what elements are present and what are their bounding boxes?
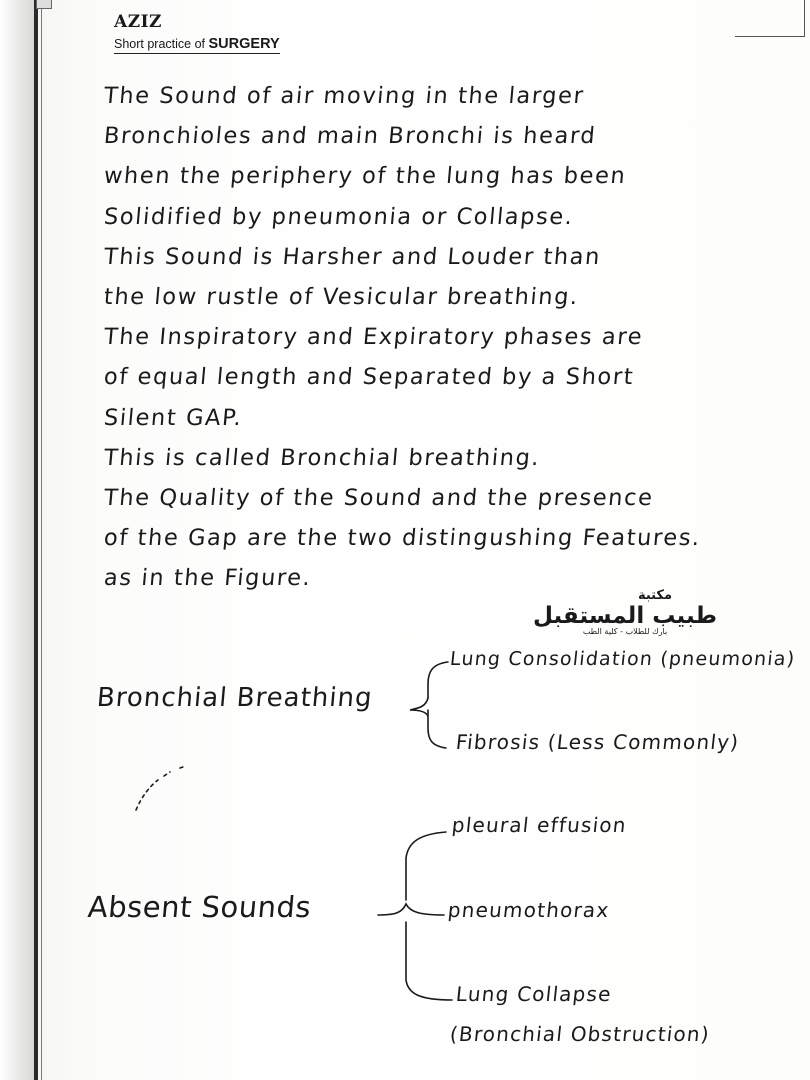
page-header <box>114 12 280 54</box>
binder-edge <box>0 0 34 1080</box>
pen-mark <box>136 766 186 810</box>
stamp-line-3: بارك للطلاب - كلية الطب <box>582 627 668 636</box>
paragraph-line: Bronchioles and main Bronchi is heard <box>102 123 598 150</box>
paragraph-line: the low rustle of Vesicular breathing. <box>102 284 580 311</box>
brace-bronchial-top <box>428 662 448 698</box>
brace-absent-bottom <box>406 922 452 1000</box>
library-stamp <box>520 588 730 636</box>
binder-clip <box>36 0 52 9</box>
handwritten-paragraph <box>104 76 784 599</box>
stamp-line-2: طبيب المستقبل <box>533 603 717 629</box>
binder-margin-line-thin <box>41 0 42 1080</box>
absent-sounds-label: Absent Sounds <box>86 890 313 924</box>
brace-absent-mid <box>378 904 444 915</box>
bronchial-breathing-label: Bronchial Breathing <box>95 683 374 713</box>
paragraph-line: The Inspiratory and Expiratory phases are <box>102 324 645 351</box>
book-title: SURGERY <box>208 36 280 52</box>
paragraph-line: Silent GAP. <box>102 404 244 431</box>
brace-bronchial-tip <box>410 698 428 716</box>
brace-bronchial-bottom <box>428 710 446 748</box>
paragraph-line: This is called Bronchial breathing. <box>102 444 542 471</box>
paragraph-line: The Quality of the Sound and the presence <box>102 485 655 512</box>
binder-margin-line <box>34 0 38 1080</box>
book-title-line <box>114 36 280 54</box>
paragraph-line: when the periphery of the lung has been <box>102 163 628 190</box>
paragraph-line: as in the Figure. <box>102 565 313 592</box>
paragraph-line: This Sound is Harsher and Louder than <box>102 243 603 270</box>
cause-lung-collapse: Lung Collapse <box>454 982 614 1006</box>
paragraph-line: Solidified by pneumonia or Collapse. <box>102 203 575 230</box>
cause-fibrosis: Fibrosis (Less Commonly) <box>454 730 741 754</box>
cause-lung-consolidation: Lung Consolidation (pneumonia) <box>448 648 797 670</box>
corner-rule <box>735 36 805 37</box>
brace-absent-top <box>406 832 446 900</box>
book-prefix: Short practice of <box>114 37 209 51</box>
author-name: AZIZ <box>114 12 162 32</box>
paragraph-line: of the Gap are the two distingushing Features. <box>102 525 703 552</box>
cause-bronchial-obstruction: (Bronchial Obstruction) <box>448 1022 712 1046</box>
stamp-line-1: مكتبة <box>637 588 673 603</box>
paragraph-line: The Sound of air moving in the larger <box>102 83 586 109</box>
cause-pneumothorax: pneumothorax <box>446 898 611 922</box>
corner-tick <box>804 0 805 37</box>
paragraph-line: of equal length and Separated by a Short <box>102 364 636 391</box>
cause-pleural-effusion: pleural effusion <box>450 813 629 837</box>
